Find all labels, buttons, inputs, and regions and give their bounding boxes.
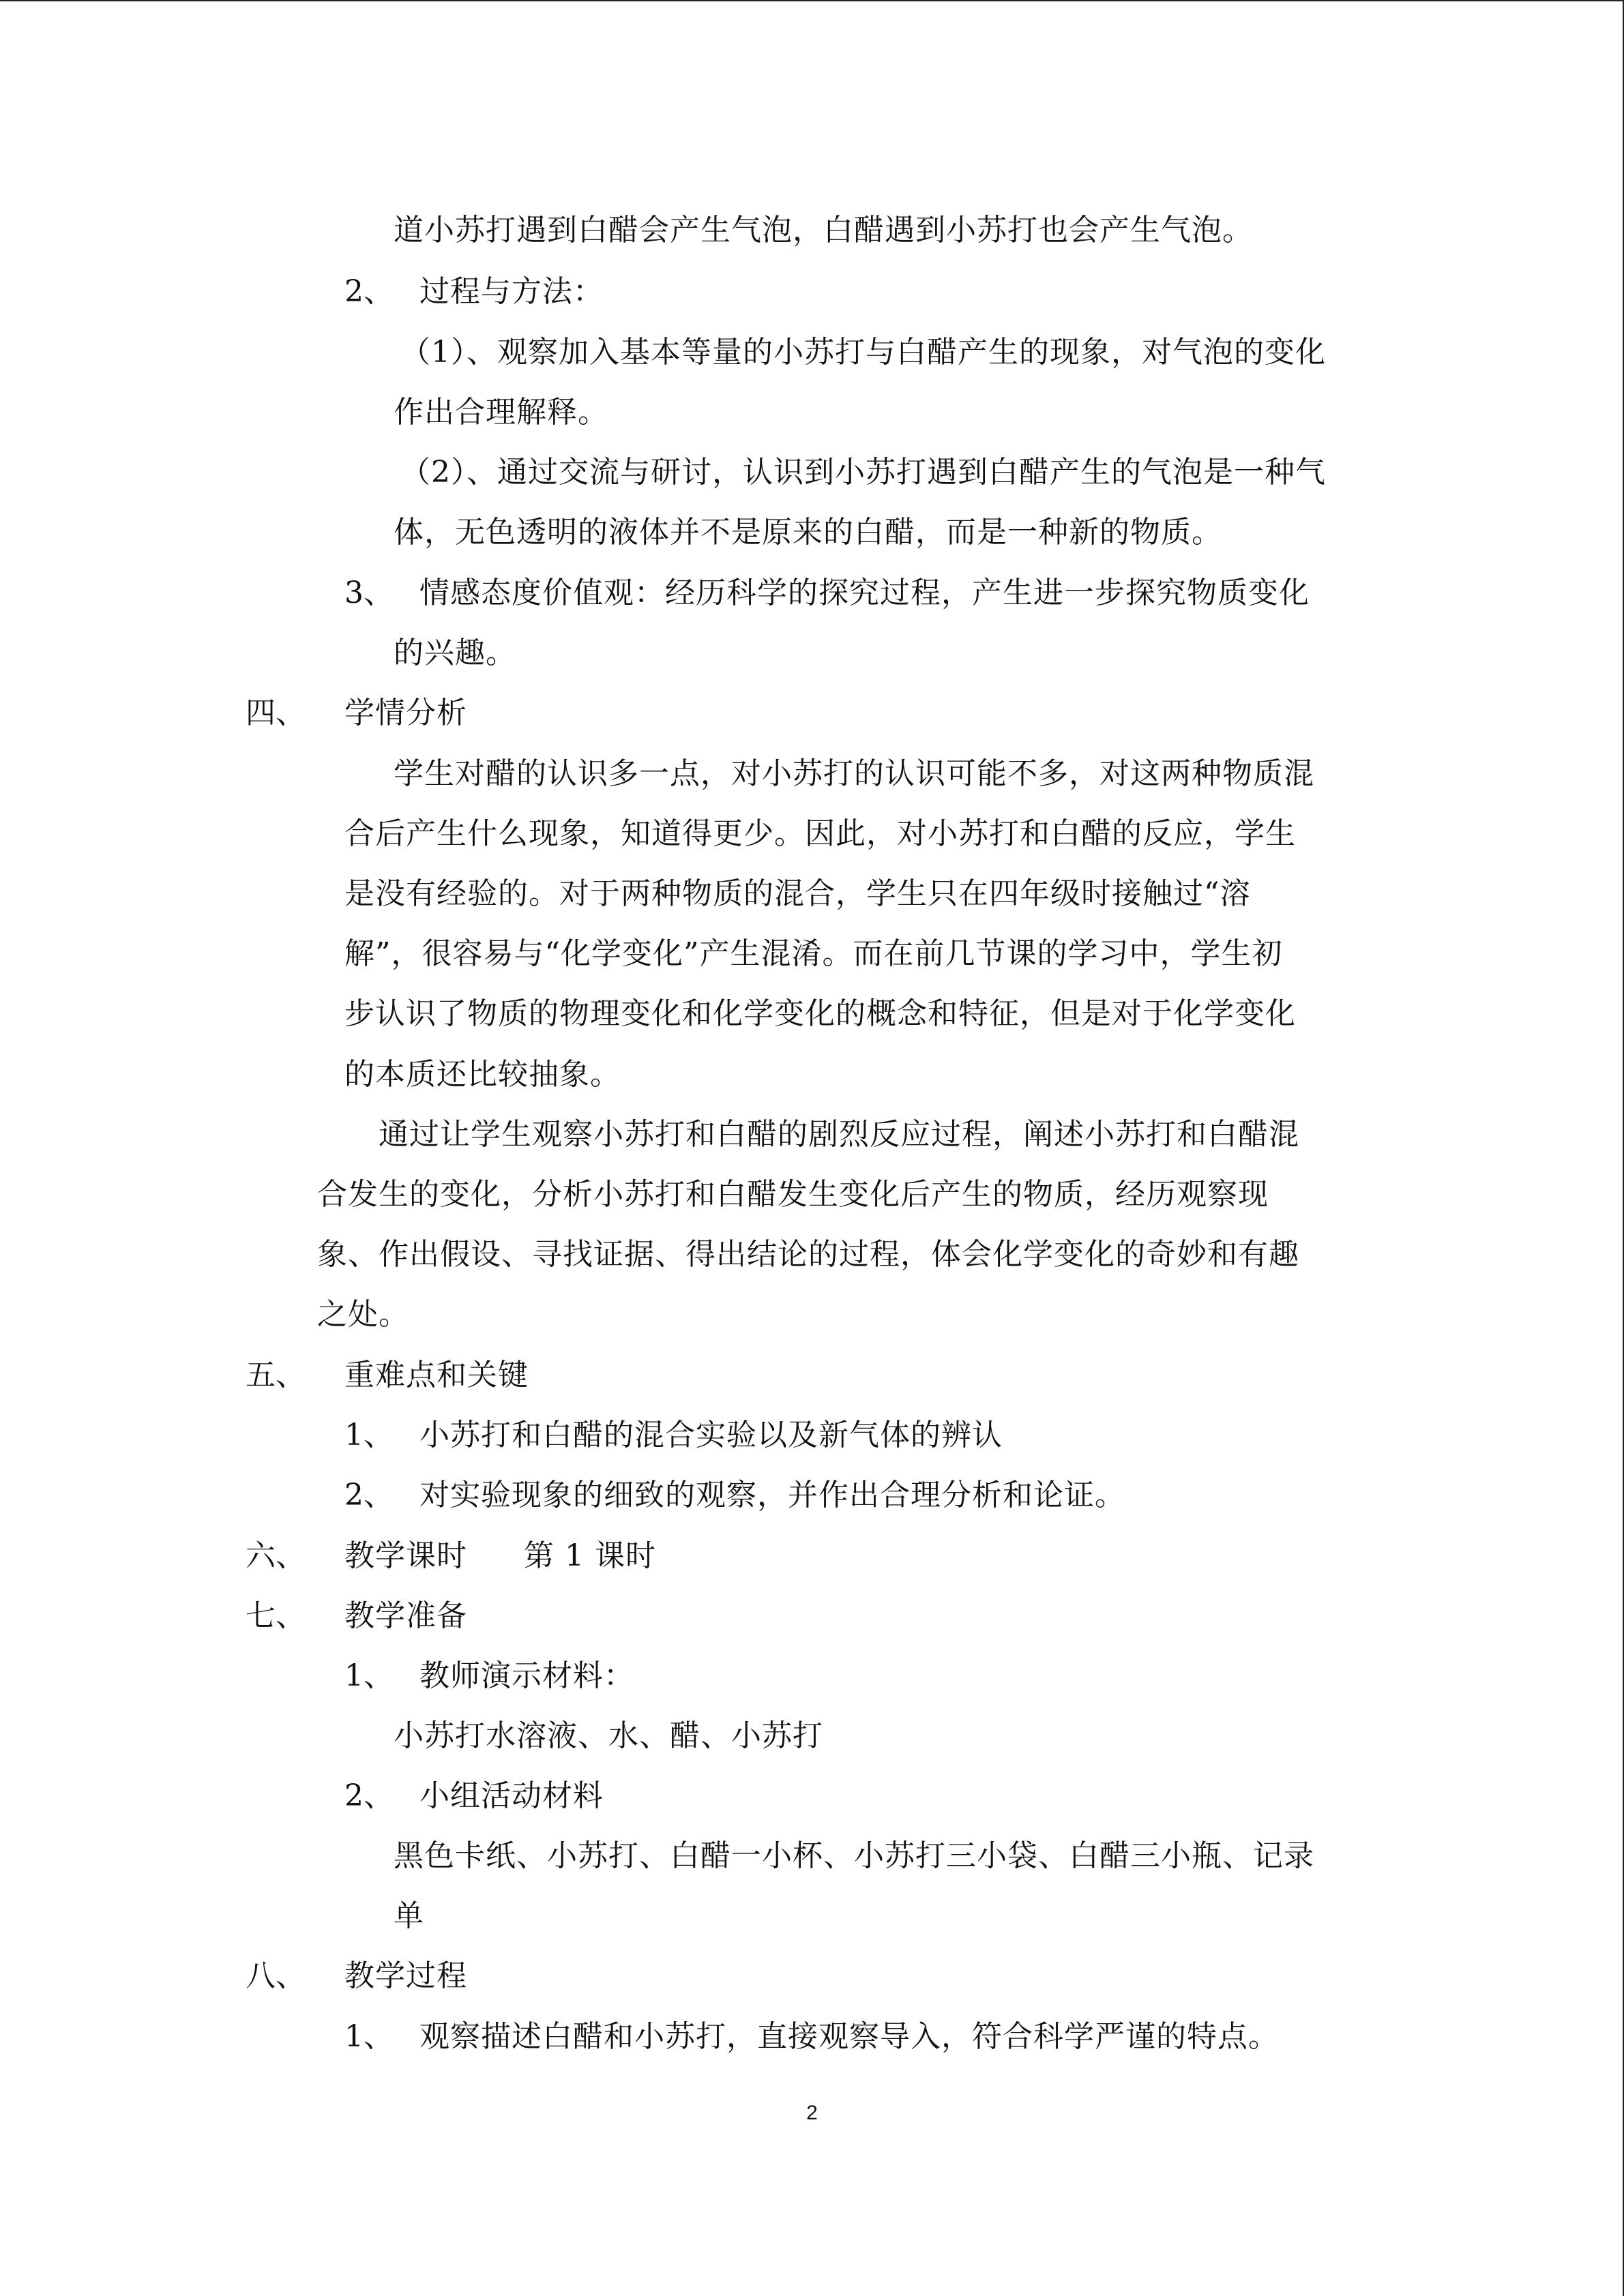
section-number: 五、 — [246, 1358, 306, 1392]
text-line: 的本质还比较抽象。 — [344, 1057, 621, 1092]
text-line: 小苏打水溶液、水、醋、小苏打 — [394, 1718, 823, 1753]
text-line: 观察描述白醋和小苏打，直接观察导入，符合科学严谨的特点。 — [419, 2019, 1279, 2054]
item-number: 2、 — [344, 1778, 394, 1813]
text-line: 解”，很容易与“化学变化”产生混淆。而在前几节课的学习中，学生初 — [344, 936, 1283, 971]
text-line: （1）、观察加入基本等量的小苏打与白醋产生的现象，对气泡的变化 — [400, 335, 1326, 370]
text-line: 对实验现象的细致的观察，并作出合理分析和论证。 — [419, 1478, 1125, 1512]
page-top-border — [0, 0, 1624, 1]
item-number: 1、 — [344, 1418, 394, 1452]
text-line: 是没有经验的。对于两种物质的混合，学生只在四年级时接触过“溶 — [344, 876, 1251, 911]
text-line: 作出合理解释。 — [394, 395, 608, 430]
section-heading: 学情分析 — [344, 696, 467, 730]
item-number: 3、 — [344, 576, 394, 610]
section-heading: 重难点和关键 — [344, 1358, 529, 1392]
text-line: 情感态度价值观：经历科学的探究过程，产生进一步探究物质变化 — [419, 576, 1310, 610]
text-line: 小组活动材料 — [419, 1778, 604, 1813]
text-line: 步认识了物质的物理变化和化学变化的概念和特征，但是对于化学变化 — [344, 996, 1296, 1031]
text-line: 过程与方法： — [419, 274, 604, 309]
text-line: 的兴趣。 — [394, 636, 516, 670]
item-number: 2、 — [344, 274, 394, 309]
text-line: 体，无色透明的液体并不是原来的白醋，而是一种新的物质。 — [394, 515, 1222, 550]
text-line: （2）、通过交流与研讨，认识到小苏打遇到白醋产生的气泡是一种气 — [400, 455, 1326, 490]
text-line: 黑色卡纸、小苏打、白醋一小杯、小苏打三小袋、白醋三小瓶、记录 — [394, 1838, 1314, 1873]
section-heading: 教学过程 — [344, 1958, 467, 1993]
item-number: 1、 — [344, 1658, 394, 1693]
item-number: 1、 — [344, 2019, 394, 2054]
text-line: 之处。 — [317, 1297, 409, 1332]
text-line: 合发生的变化，分析小苏打和白醋发生变化后产生的物质，经历观察现 — [317, 1177, 1269, 1212]
text-line: 小苏打和白醋的混合实验以及新气体的辨认 — [419, 1418, 1003, 1452]
section-heading: 教学准备 — [344, 1598, 467, 1633]
section-number: 四、 — [246, 696, 306, 730]
text-line: 学生对醋的认识多一点，对小苏打的认识可能不多，对这两种物质混 — [394, 756, 1314, 791]
page-number: 2 — [806, 2102, 818, 2124]
section-number: 七、 — [246, 1598, 306, 1633]
text-line: 教师演示材料： — [419, 1658, 634, 1693]
text-line: 通过让学生观察小苏打和白醋的剧烈反应过程，阐述小苏打和白醋混 — [379, 1117, 1299, 1152]
text-line: 象、作出假设、寻找证据、得出结论的过程，体会化学变化的奇妙和有趣 — [317, 1237, 1299, 1272]
text-line: 单 — [394, 1898, 424, 1933]
text-line: 道小苏打遇到白醋会产生气泡，白醋遇到小苏打也会产生气泡。 — [394, 213, 1253, 248]
section-heading: 教学课时 — [344, 1538, 467, 1573]
text-line: 合后产生什么现象，知道得更少。因此，对小苏打和白醋的反应，学生 — [344, 816, 1296, 851]
section-number: 八、 — [246, 1958, 306, 1993]
section-number: 六、 — [246, 1538, 306, 1573]
class-hours-value: 第 1 课时 — [524, 1538, 656, 1573]
item-number: 2、 — [344, 1478, 394, 1512]
